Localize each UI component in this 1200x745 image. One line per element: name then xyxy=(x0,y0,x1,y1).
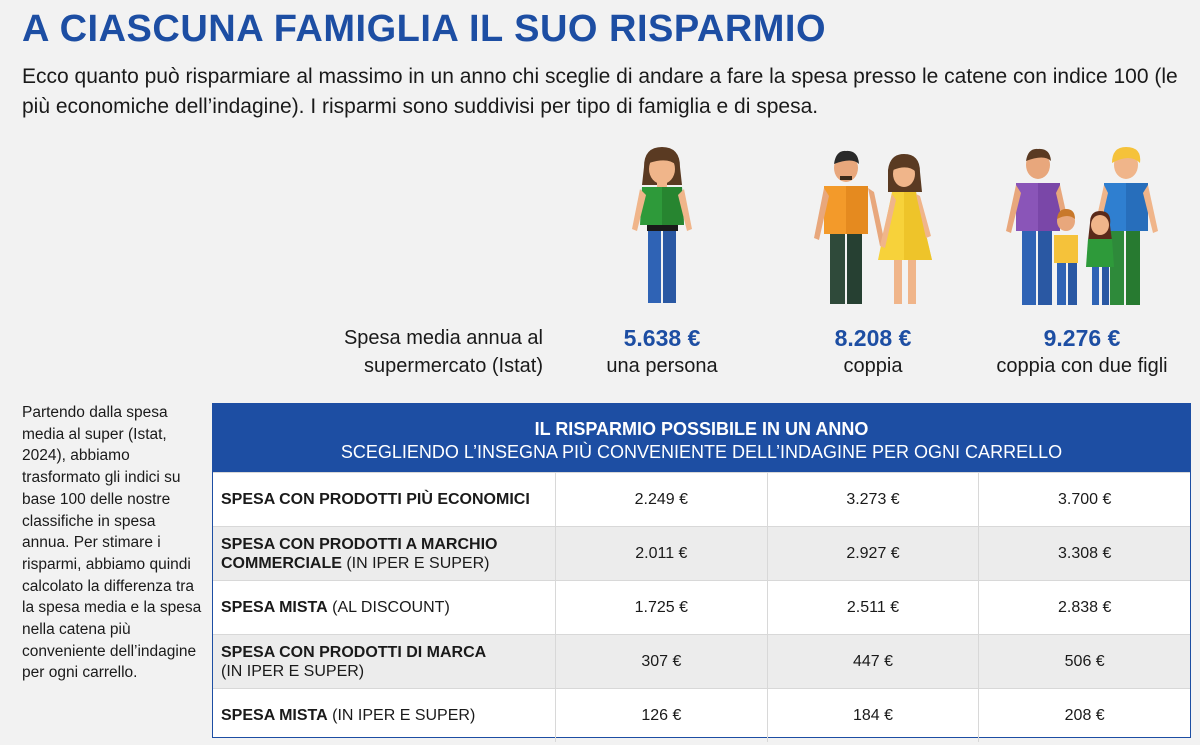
stat-label: coppia xyxy=(843,355,903,377)
cell-value: 3.273 € xyxy=(768,473,980,526)
family-icon xyxy=(1002,145,1162,309)
table-row xyxy=(213,472,1190,526)
stat-amount: 9.276 € xyxy=(1043,325,1121,351)
cell-value: 506 € xyxy=(1064,652,1105,670)
table-subtitle: SCEGLIENDO L’INSEGNA PIÙ CONVENIENTE DELL’INDAGINE PER OGNI CARRELLO xyxy=(340,442,1063,462)
cell-value: 2.927 € xyxy=(768,527,980,580)
row-label xyxy=(213,527,556,580)
row-label xyxy=(213,689,556,742)
intro-text: Ecco quanto può risparmiare al massimo in un anno chi sceglie di andare a fare la spesa presso le catene con indice 100 (le più economiche dell’indagine). I risparmi sono suddivisi per tipo di famiglia e di spesa. xyxy=(22,65,1178,118)
stats-label: Spesa media annua al supermercato (Istat) xyxy=(343,327,543,377)
row-label-bold: SPESA CON PRODOTTI DI MARCA xyxy=(221,643,487,661)
cell-value: 184 € xyxy=(768,689,980,742)
row-label-normal: (IN IPER E SUPER) xyxy=(341,554,490,572)
cell-value: 3.308 € xyxy=(1057,544,1112,562)
row-label xyxy=(213,581,556,634)
couple-icon xyxy=(808,148,938,308)
single-person-icon xyxy=(622,145,702,307)
cell-value: 2.011 € xyxy=(556,527,768,580)
cell-value: 2.838 € xyxy=(1057,598,1112,616)
cell-value: 307 € xyxy=(556,635,768,688)
row-label-bold: SPESA CON PRODOTTI PIÙ ECONOMICI xyxy=(221,491,530,508)
stat-amount: 5.638 € xyxy=(623,325,701,351)
cell-value: 1.725 € xyxy=(556,581,768,634)
row-label-normal: (IN IPER E SUPER) xyxy=(221,662,365,680)
row-label xyxy=(213,635,556,688)
table-row xyxy=(213,580,1190,634)
table-row xyxy=(213,526,1190,580)
cell-value: 447 € xyxy=(768,635,980,688)
row-label xyxy=(213,473,556,526)
row-label-bold: SPESA MISTA xyxy=(221,707,328,724)
table-title: IL RISPARMIO POSSIBILE IN UN ANNO xyxy=(534,419,869,439)
page-title: A CIASCUNA FAMIGLIA IL SUO RISPARMIO xyxy=(22,8,827,50)
stat-single xyxy=(552,324,772,380)
row-label-bold: SPESA MISTA xyxy=(221,599,328,616)
stat-family xyxy=(972,324,1192,380)
stat-couple xyxy=(763,324,983,380)
cell-value: 126 € xyxy=(556,689,768,742)
cell-value: 208 € xyxy=(1064,706,1105,724)
row-label-normal: (IN IPER E SUPER) xyxy=(327,707,476,724)
stat-label: una persona xyxy=(606,355,718,377)
row-label-bold: SPESA CON PRODOTTI A MARCHIO COMMERCIALE xyxy=(221,535,498,572)
cell-value: 2.511 € xyxy=(768,581,980,634)
methodology-note: Partendo dalla spesa media al super (Istat, 2024), abbiamo trasformato gli indici su base 100 delle nostre classifiche in spesa annua. Per stimare i risparmi, abbiamo quindi calcolato la differenza tra la spesa media e la spesa nella catena più conveniente dell’indagine per ogni carrello. xyxy=(22,404,202,682)
cell-value: 3.700 € xyxy=(1057,490,1112,508)
cell-value: 2.249 € xyxy=(556,473,768,526)
row-label-normal: (AL DISCOUNT) xyxy=(327,599,450,616)
stat-amount: 8.208 € xyxy=(834,325,912,351)
table-row xyxy=(213,688,1190,742)
savings-table xyxy=(212,403,1191,738)
table-header xyxy=(213,404,1190,472)
table-row xyxy=(213,634,1190,688)
stat-label: coppia con due figli xyxy=(996,355,1168,377)
